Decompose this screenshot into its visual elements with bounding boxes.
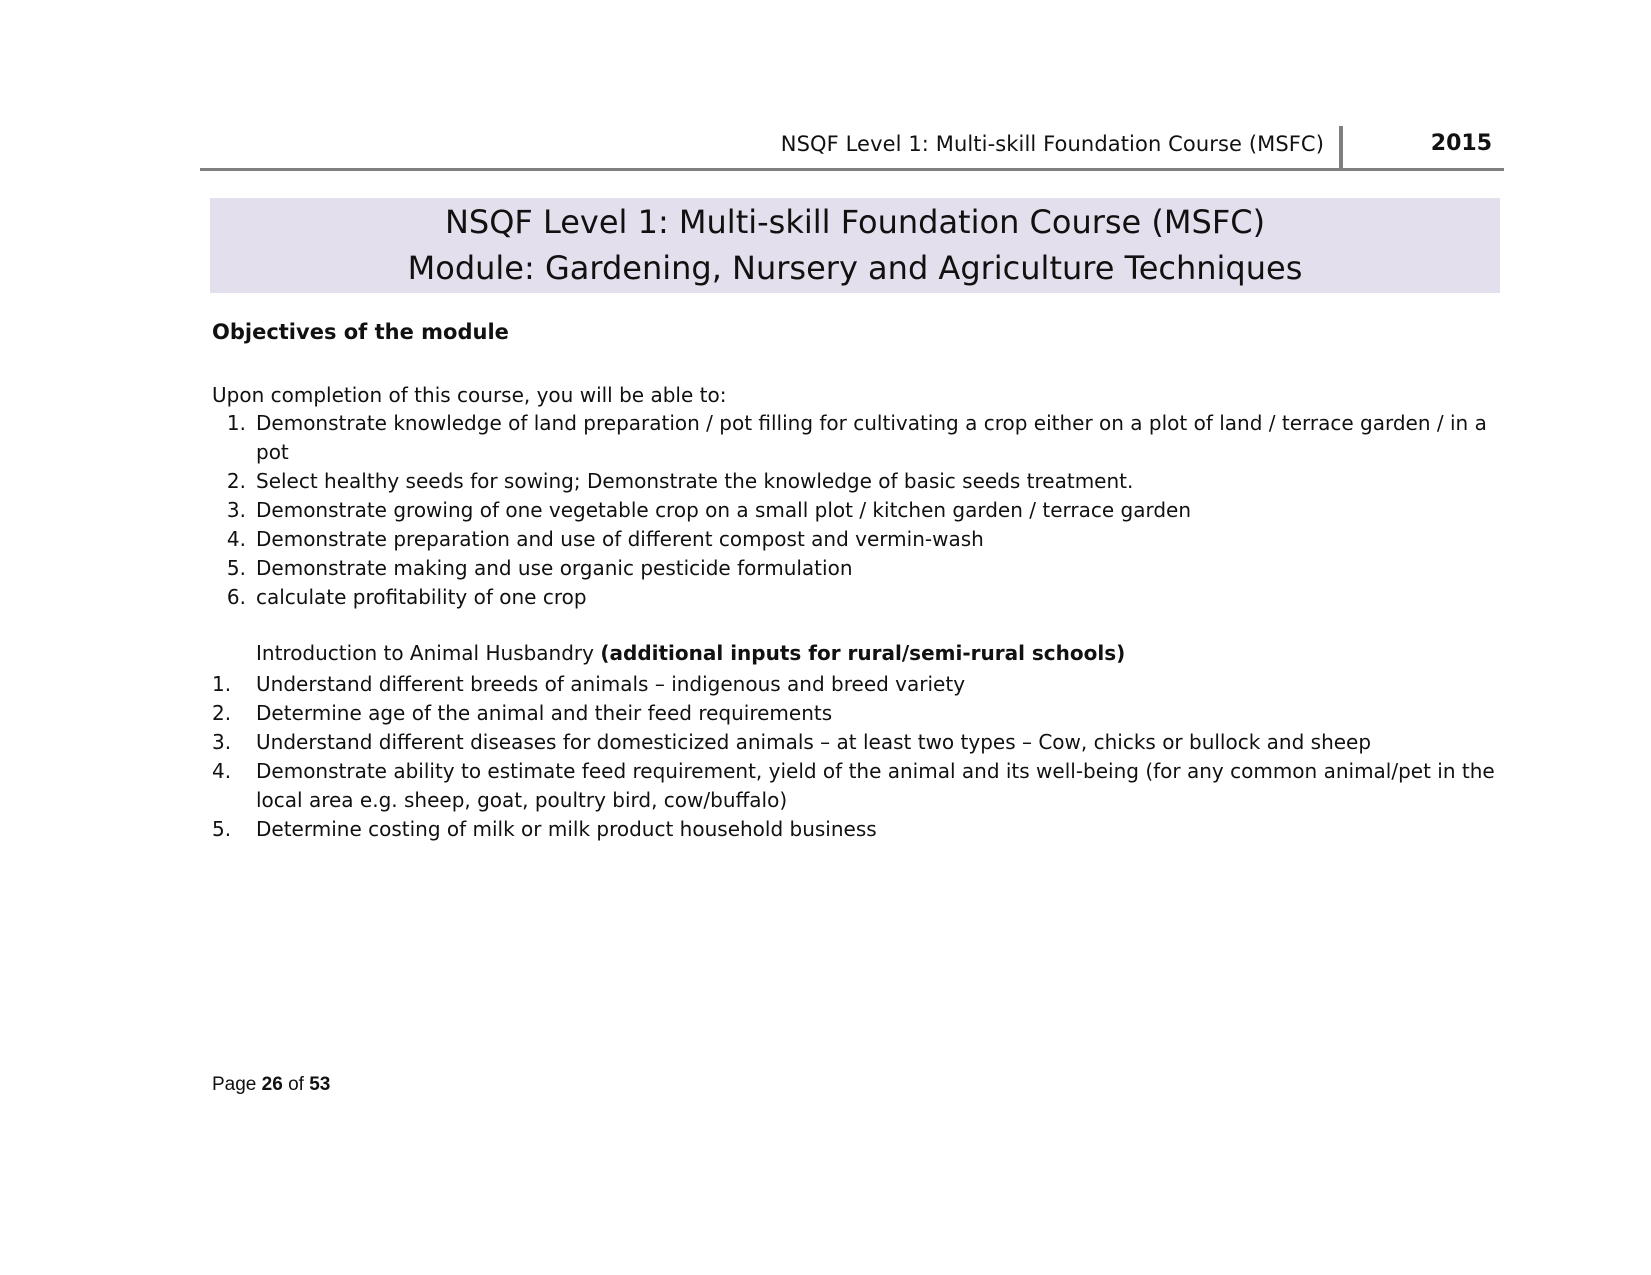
list-item-number: 4. — [212, 759, 232, 783]
list-item — [212, 496, 1500, 525]
list-item-text: Demonstrate ability to estimate feed requirement, yield of the animal and its well-being (for any common animal/pet in the local area e.g. sheep, goat, poultry bird, cow/buffalo) — [256, 759, 1495, 812]
animal-husbandry-list — [212, 670, 1500, 844]
animal-husbandry-heading-note: (additional inputs for rural/semi-rural schools) — [600, 641, 1126, 665]
page-word: Page — [212, 1074, 262, 1095]
list-item-number: 1. — [212, 672, 232, 696]
objectives-heading: Objectives of the module — [212, 320, 509, 344]
list-item-number: 2. — [226, 469, 246, 493]
list-item-text: Demonstrate making and use organic pesticide formulation — [256, 556, 853, 580]
objectives-list — [212, 409, 1500, 612]
list-item-number: 6. — [226, 585, 246, 609]
list-item-number: 3. — [212, 730, 232, 754]
running-header-title: NSQF Level 1: Multi-skill Foundation Course (MSFC) — [780, 132, 1324, 156]
list-item-number: 5. — [212, 817, 232, 841]
list-item-number: 4. — [226, 527, 246, 551]
running-header — [200, 124, 1504, 171]
list-item — [212, 583, 1500, 612]
objectives-intro: Upon completion of this course, you will be able to: — [212, 383, 727, 407]
list-item-number: 2. — [212, 701, 232, 725]
list-item-text: Select healthy seeds for sowing; Demonstrate the knowledge of basic seeds treatment. — [256, 469, 1134, 493]
list-item-number: 5. — [226, 556, 246, 580]
page-number-footer — [212, 1074, 330, 1096]
list-item — [212, 815, 1500, 844]
course-title: NSQF Level 1: Multi-skill Foundation Course (MSFC) — [444, 203, 1266, 241]
list-item-number: 3. — [226, 498, 246, 522]
running-header-divider — [1339, 126, 1343, 168]
list-item-text: Demonstrate knowledge of land preparation / pot filling for cultivating a crop either on a plot of land / terrace garden / in a pot — [256, 411, 1487, 464]
animal-husbandry-heading — [256, 641, 1125, 665]
title-band — [210, 198, 1500, 293]
list-item-text: Understand different diseases for domesticized animals – at least two types – Cow, chicks or bullock and sheep — [256, 730, 1372, 754]
list-item — [212, 525, 1500, 554]
module-title: Module: Gardening, Nursery and Agriculture Techniques — [407, 249, 1303, 287]
list-item-text: Understand different breeds of animals – indigenous and breed variety — [256, 672, 966, 696]
list-item-text: Demonstrate growing of one vegetable crop on a small plot / kitchen garden / terrace garden — [256, 498, 1192, 522]
of-word: of — [282, 1074, 310, 1095]
list-item-text: Determine age of the animal and their feed requirements — [256, 701, 833, 725]
list-item — [212, 554, 1500, 583]
list-item — [212, 728, 1500, 757]
running-header-year: 2015 — [1430, 131, 1492, 156]
list-item-text: Determine costing of milk or milk product household business — [256, 817, 877, 841]
list-item-text: Demonstrate preparation and use of different compost and vermin-wash — [256, 527, 984, 551]
total-pages-number: 53 — [309, 1074, 331, 1095]
list-item — [212, 670, 1500, 699]
list-item — [212, 409, 1500, 467]
list-item-text: calculate profitability of one crop — [256, 585, 587, 609]
list-item — [212, 757, 1500, 815]
current-page-number: 26 — [261, 1074, 283, 1095]
list-item — [212, 467, 1500, 496]
list-item-number: 1. — [226, 411, 246, 435]
list-item — [212, 699, 1500, 728]
animal-husbandry-heading-text: Introduction to Animal Husbandry — [256, 641, 601, 665]
